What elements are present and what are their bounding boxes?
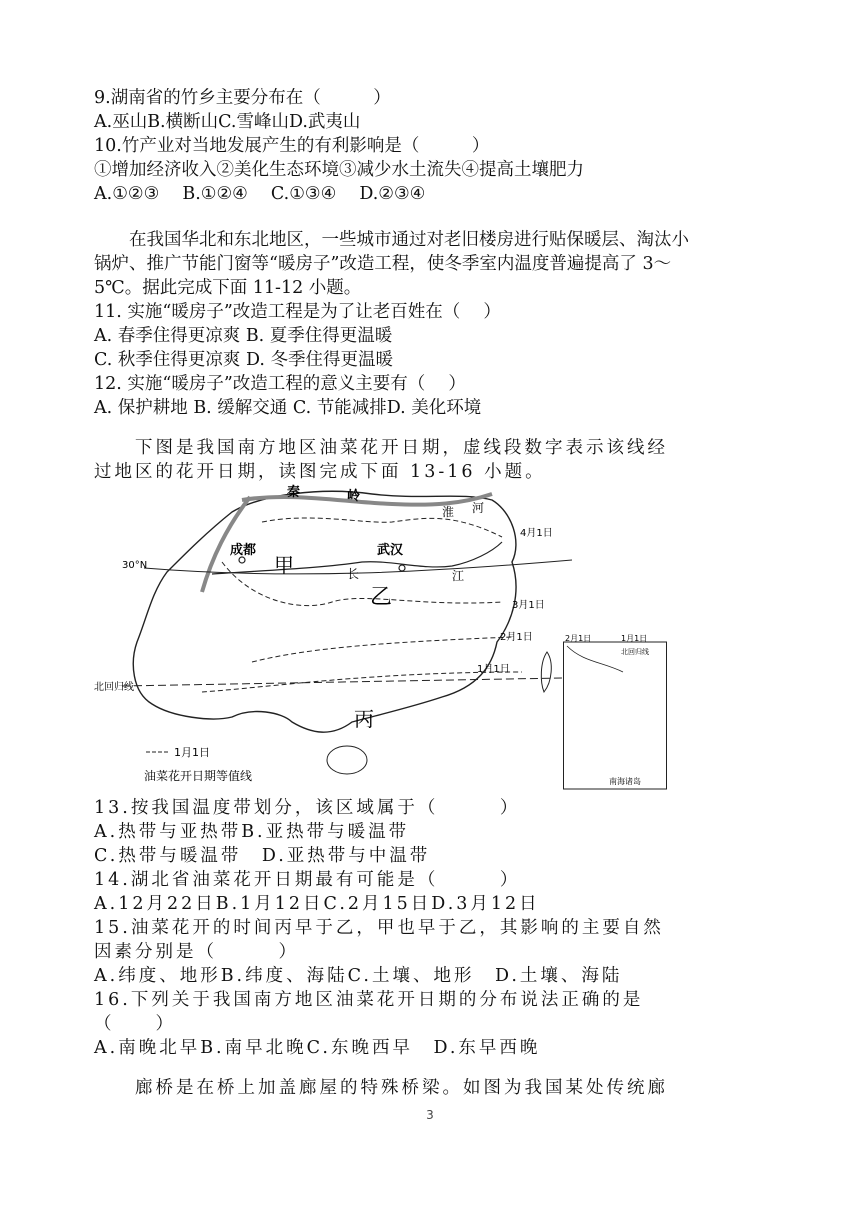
question-12: 12. 实施“暖房子”改造工程的意义主要有（ ） [94, 374, 466, 394]
inset-jan1: 1月1日 [621, 634, 648, 643]
question-10-items: ①增加经济收入②美化生态环境③减少水土流失④提高土壤肥力 [94, 160, 584, 180]
label-bing: 丙 [354, 707, 374, 731]
question-16-line-1: 16.下列关于我国南方地区油菜花开日期的分布说法正确的是 [94, 990, 644, 1010]
passage-rape-line-2: 过地区的花开日期，读图完成下面 13-16 小题。 [94, 462, 546, 482]
label-yi: 乙 [370, 585, 393, 610]
hainan-island [327, 746, 367, 774]
label-jan1: 1月1日 [477, 664, 510, 675]
question-10-options: A.①②③ B.①②④ C.①③④ D.②③④ [94, 184, 426, 204]
question-11: 11. 实施“暖房子”改造工程是为了让老百姓在（ ） [94, 302, 501, 322]
label-mar1: 3月1日 [512, 600, 545, 611]
question-9: 9.湖南省的竹乡主要分布在（ ） [94, 88, 391, 108]
inset-top-label: 北回归线 [621, 648, 649, 656]
question-16-line-2: （ ） [94, 1014, 176, 1034]
label-he: 河 [472, 501, 485, 515]
south-sea-inset [563, 632, 667, 790]
region-outline [133, 491, 516, 732]
label-lat30: 30°N [122, 560, 148, 571]
label-chengdu: 成都 [230, 543, 257, 558]
label-feb1: 2月1日 [500, 632, 533, 643]
isoline-apr1 [262, 518, 502, 537]
label-jia: 甲 [274, 553, 294, 577]
label-jiang: 江 [452, 569, 465, 583]
question-13-options-1: A.热带与亚热带B.亚热带与暖温带 [94, 822, 410, 842]
question-13-options-2: C.热带与暖温带 D.亚热带与中温带 [94, 846, 431, 866]
question-11-options-2: C. 秋季住得更凉爽 D. 冬季住得更温暖 [94, 350, 393, 370]
isoline-feb1 [252, 637, 512, 662]
passage-warm-line-3: 5℃。据此完成下面 11-12 小题。 [94, 278, 362, 298]
question-15-options: A.纬度、地形B.纬度、海陆C.土壤、地形 D.土壤、海陆 [94, 966, 623, 986]
label-tropic: 北回归线 [94, 682, 134, 693]
page-number: 3 [426, 1108, 434, 1122]
question-14: 14.湖北省油菜花开日期最有可能是（ ） [94, 870, 521, 890]
passage-warm-line-2: 锅炉、推广节能门窗等“暖房子”改造工程，使冬季室内温度普遍提高了 3～ [94, 254, 672, 274]
question-12-options: A. 保护耕地 B. 缓解交通 C. 节能减排D. 美化环境 [94, 398, 482, 418]
passage-bridge-line-1: 廊桥是在桥上加盖廊屋的特殊桥梁。如图为我国某处传统廊 [94, 1078, 668, 1098]
question-11-options-1: A. 春季住得更凉爽 B. 夏季住得更温暖 [94, 326, 393, 346]
label-apr1: 4月1日 [520, 528, 553, 539]
question-10: 10.竹产业对当地发展产生的有利影响是（ ） [94, 136, 490, 156]
question-13: 13.按我国温度带划分，该区域属于（ ） [94, 798, 521, 818]
question-15-line-2: 因素分别是（ ） [94, 942, 299, 962]
question-16-options: A.南晚北早B.南早北晚C.东晚西早 D.东早西晚 [94, 1038, 541, 1058]
inset-frame [564, 642, 667, 789]
question-14-options: A.12月22日B.1月12日C.2月15日D.3月12日 [94, 894, 540, 914]
inset-feb1: 2月1日 [565, 634, 592, 643]
passage-warm-line-1: 在我国华北和东北地区，一些城市通过对老旧楼房进行贴保暖层、淘汰小 [94, 230, 689, 250]
label-wuhan: 武汉 [377, 543, 404, 558]
rape-flower-map [92, 482, 592, 792]
passage-rape-line-1: 下图是我国南方地区油菜花开日期，虚线段数字表示该线经 [94, 438, 668, 458]
taiwan-island [541, 652, 551, 692]
label-qin: 秦 [287, 485, 301, 500]
wuhan-dot [399, 565, 405, 571]
question-15-line-1: 15.油菜花开的时间丙早于乙，甲也早于乙，其影响的主要自然 [94, 918, 664, 938]
label-huai: 淮 [442, 505, 455, 519]
inset-label: 南海诸岛 [609, 777, 641, 786]
label-ling: 岭 [347, 489, 361, 504]
question-9-options: A.巫山B.横断山C.雪峰山D.武夷山 [94, 112, 361, 132]
legend-date: 1月1日 [174, 746, 210, 759]
label-chang: 长 [347, 567, 360, 581]
inset-coast [567, 646, 623, 672]
legend-title: 油菜花开日期等值线 [144, 769, 253, 783]
